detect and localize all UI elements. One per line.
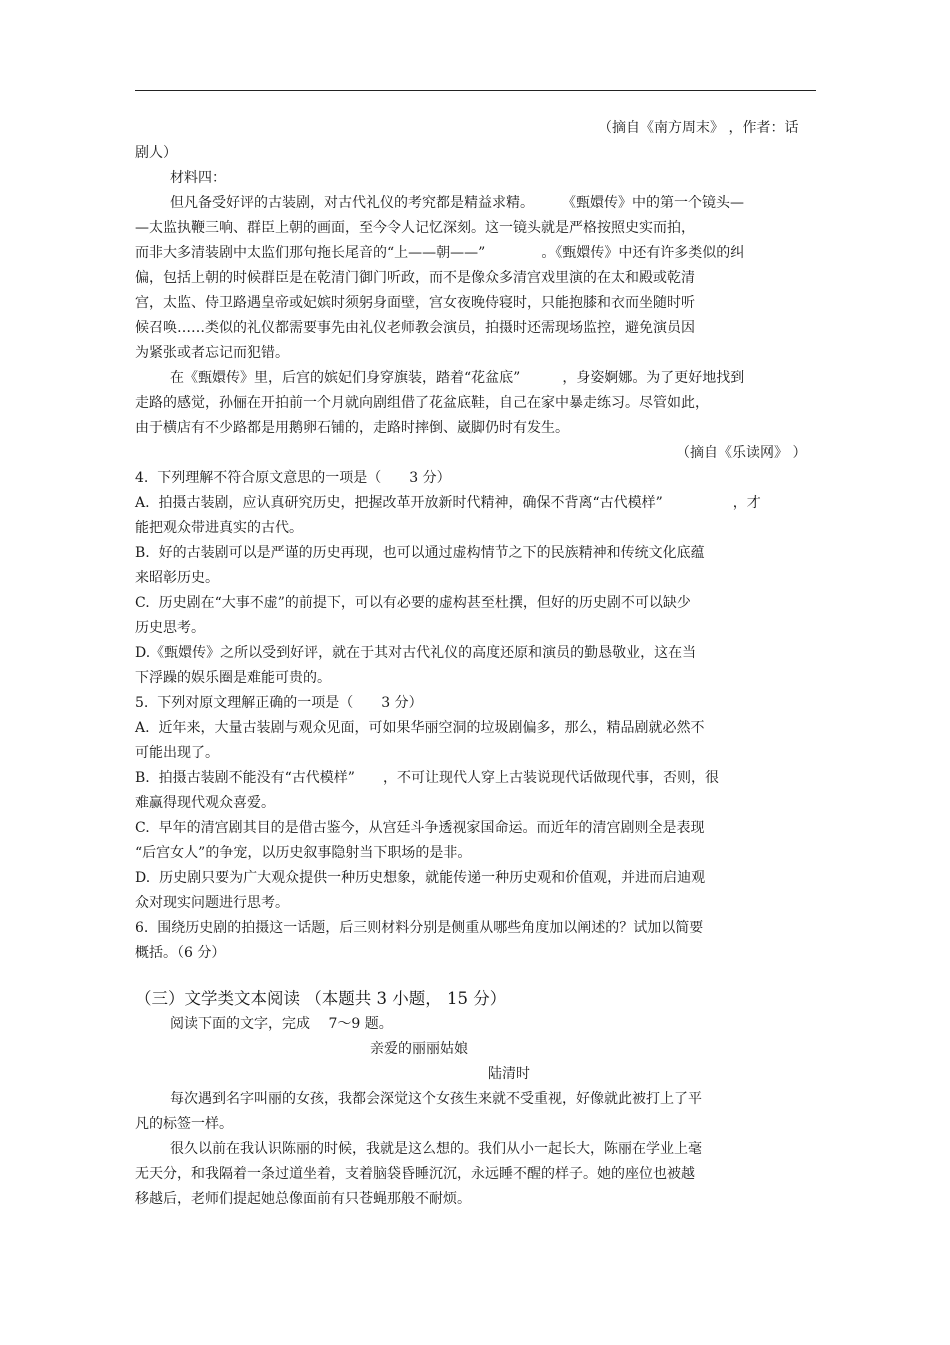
- option-line: D.《甄嬛传》之所以受到好评，就在于其对古代礼仪的高度还原和演员的勤恳敬业，这在当: [135, 645, 697, 661]
- option-line: D. 历史剧只要为广大观众提供一种历史想象，就能传递一种历史观和价值观，并进而启迪观: [135, 870, 706, 886]
- text-line: —太监执鞭三响、群臣上朝的画面，至今令人记忆深刻。这一镜头就是严格按照史实而拍，: [135, 220, 695, 236]
- option-line: A. 拍摄古装剧，应认真研究历史，把握改革开放新时代精神，确保不背离“古代模样” ，才: [135, 495, 761, 511]
- text-line: 偏，包括上朝的时候群臣是在乾清门御门听政，而不是像众多清宫戏里演的在太和殿或乾清: [135, 270, 695, 286]
- source-citation: （摘自《乐读网》 ）: [676, 445, 807, 461]
- text-line: 在《甄嬛传》里，后宫的嫔妃们身穿旗装，踏着“花盆底” ，身姿婀娜。为了更好地找到: [170, 370, 745, 386]
- option-line: B. 拍摄古装剧不能没有“古代模样” ，不可让现代人穿上古装说现代话做现代事，否则，很: [135, 770, 719, 786]
- text-line: 候召唤……类似的礼仪都需要事先由礼仪老师教会演员，拍摄时还需现场监控，避免演员因: [135, 320, 695, 336]
- text-line: 移越后，老师们提起她总像面前有只苍蝇那般不耐烦。: [135, 1191, 471, 1207]
- question-5: 5. 下列对原文理解正确的一项是（ 3 分）: [135, 695, 423, 711]
- text-line: 而非大多清装剧中太监们那句拖长尾音的“上——朝——” 。《甄嬛传》中还有许多类似的纠: [135, 245, 745, 261]
- material-heading: 材料四：: [170, 170, 226, 186]
- option-line: 下浮躁的娱乐圈是难能可贵的。: [135, 670, 331, 686]
- text-line: 每次遇到名字叫丽的女孩，我都会深觉这个女孩生来就不受重视，好像就此被打上了平: [170, 1091, 702, 1107]
- option-line: A. 近年来，大量古装剧与观众见面，可如果华丽空洞的垃圾剧偏多，那么，精品剧就必然不: [135, 720, 705, 736]
- header-rule: [135, 90, 816, 91]
- text-line: 由于横店有不少路都是用鹅卵石铺的，走路时摔倒、崴脚仍时有发生。: [135, 420, 569, 436]
- option-line: 难赢得现代观众喜爱。: [135, 795, 275, 811]
- option-line: B. 好的古装剧可以是严谨的历史再现，也可以通过虚构情节之下的民族精神和传统文化底蕴: [135, 545, 705, 561]
- option-line: 来昭彰历史。: [135, 570, 219, 586]
- text-line: 概括。（6 分）: [135, 945, 226, 961]
- option-line: 能把观众带进真实的古代。: [135, 520, 303, 536]
- option-line: “后宫女人”的争宠，以历史叙事隐射当下职场的是非。: [135, 845, 472, 861]
- option-line: 可能出现了。: [135, 745, 219, 761]
- text-line: 凡的标签一样。: [135, 1116, 233, 1132]
- section-heading: （三）文学类文本阅读 （本题共 3 小题， 15 分）: [135, 989, 507, 1008]
- question-4: 4. 下列理解不符合原文意思的一项是（ 3 分）: [135, 470, 451, 486]
- text-line: 走路的感觉，孙俪在开拍前一个月就向剧组借了花盆底鞋，自己在家中暴走练习。尽管如此，: [135, 395, 709, 411]
- option-line: C. 早年的清宫剧其目的是借古鉴今，从宫廷斗争透视家国命运。而近年的清宫剧则全是表现: [135, 820, 705, 836]
- text-line: 无天分，和我隔着一条过道坐着，支着脑袋昏睡沉沉，永远睡不醒的样子。她的座位也被越: [135, 1166, 695, 1182]
- option-line: C. 历史剧在“大事不虚”的前提下，可以有必要的虚构甚至杜撰，但好的历史剧不可以缺少: [135, 595, 691, 611]
- text-line: 剧人）: [135, 145, 177, 161]
- story-author: 陆清时: [488, 1066, 530, 1082]
- story-title: 亲爱的丽丽姑娘: [370, 1041, 468, 1057]
- question-6: 6. 围绕历史剧的拍摄这一话题，后三则材料分别是侧重从哪些角度加以阐述的？试加以简要: [135, 920, 704, 936]
- text-line: 宫，太监、侍卫路遇皇帝或妃嫔时须躬身面壁，宫女夜晚侍寝时，只能抱膝和衣而坐随时听: [135, 295, 695, 311]
- text-line: 很久以前在我认识陈丽的时候，我就是这么想的。我们从小一起长大，陈丽在学业上毫: [170, 1141, 702, 1157]
- source-citation: （摘自《南方周末》 ，作者：话: [598, 120, 799, 136]
- instruction: 阅读下面的文字，完成 7～9 题。: [170, 1016, 393, 1032]
- option-line: 历史思考。: [135, 620, 205, 636]
- text-line: 为紧张或者忘记而犯错。: [135, 345, 289, 361]
- text-line: 但凡备受好评的古装剧，对古代礼仪的考究都是精益求精。 《甄嬛传》中的第一个镜头—: [170, 195, 744, 211]
- option-line: 众对现实问题进行思考。: [135, 895, 289, 911]
